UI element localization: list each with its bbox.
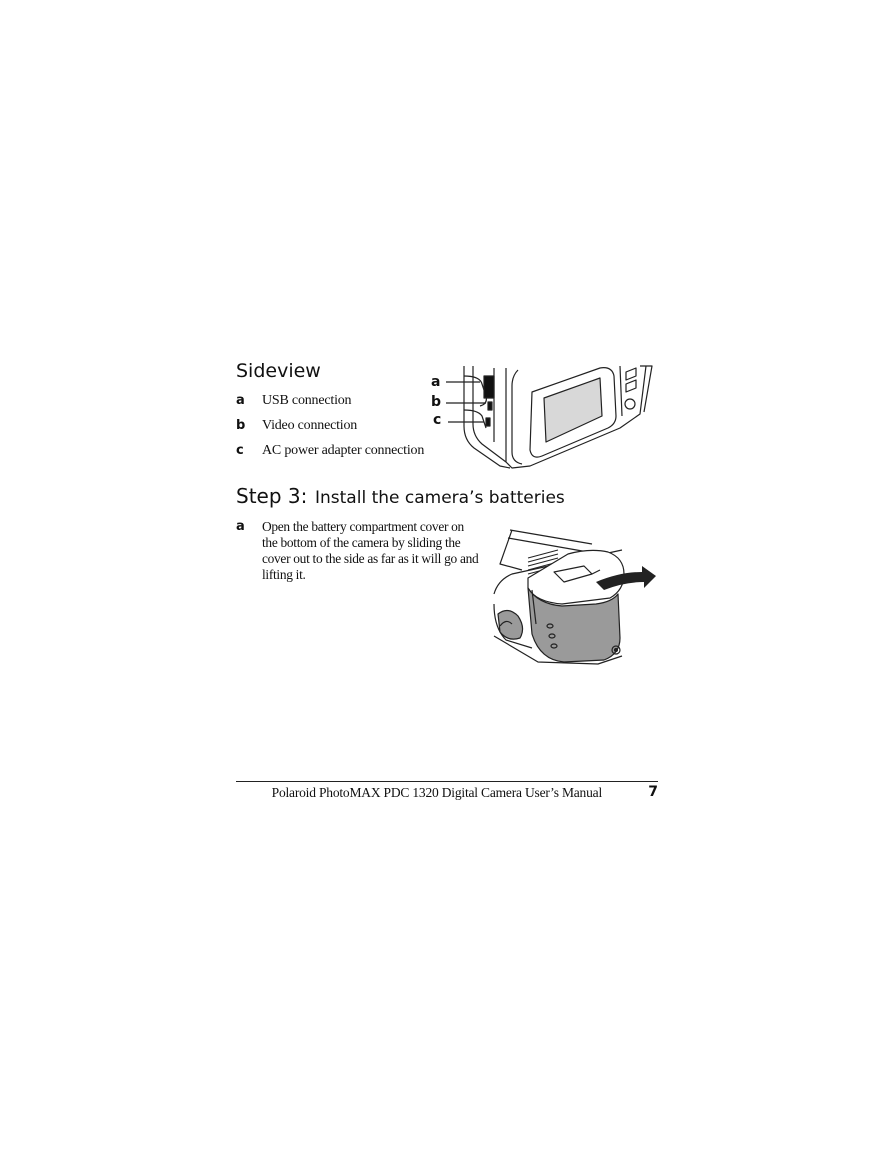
sideview-heading: Sideview <box>236 360 321 382</box>
callout-a: a <box>431 374 441 390</box>
item-text: USB connection <box>262 393 352 408</box>
camera-sideview-illustration <box>440 362 660 470</box>
item-letter: c <box>236 443 244 458</box>
item-letter: b <box>236 418 246 433</box>
item-letter: a <box>236 393 245 408</box>
step3-heading <box>236 481 565 509</box>
step-label: Step 3: <box>236 484 308 508</box>
callout-c: c <box>433 412 442 428</box>
page-number: 7 <box>648 784 658 800</box>
footer-manual-title: Polaroid PhotoMAX PDC 1320 Digital Camera User’s Manual <box>271 785 602 800</box>
step-title: Install the camera’s batteries <box>315 488 565 508</box>
text-line: lifting it. <box>262 567 306 582</box>
callout-b: b <box>431 394 442 410</box>
item-text: Video connection <box>262 418 358 433</box>
item-letter: a <box>236 519 245 534</box>
text-line: Open the battery compartment cover on <box>262 519 464 534</box>
text-line: the bottom of the camera by sliding the <box>262 535 461 550</box>
battery-compartment-illustration <box>492 524 660 670</box>
text-line: cover out to the side as far as it will go and <box>262 551 479 566</box>
item-text <box>262 519 486 583</box>
item-text: AC power adapter connection <box>262 443 425 458</box>
footer-divider <box>236 781 658 782</box>
